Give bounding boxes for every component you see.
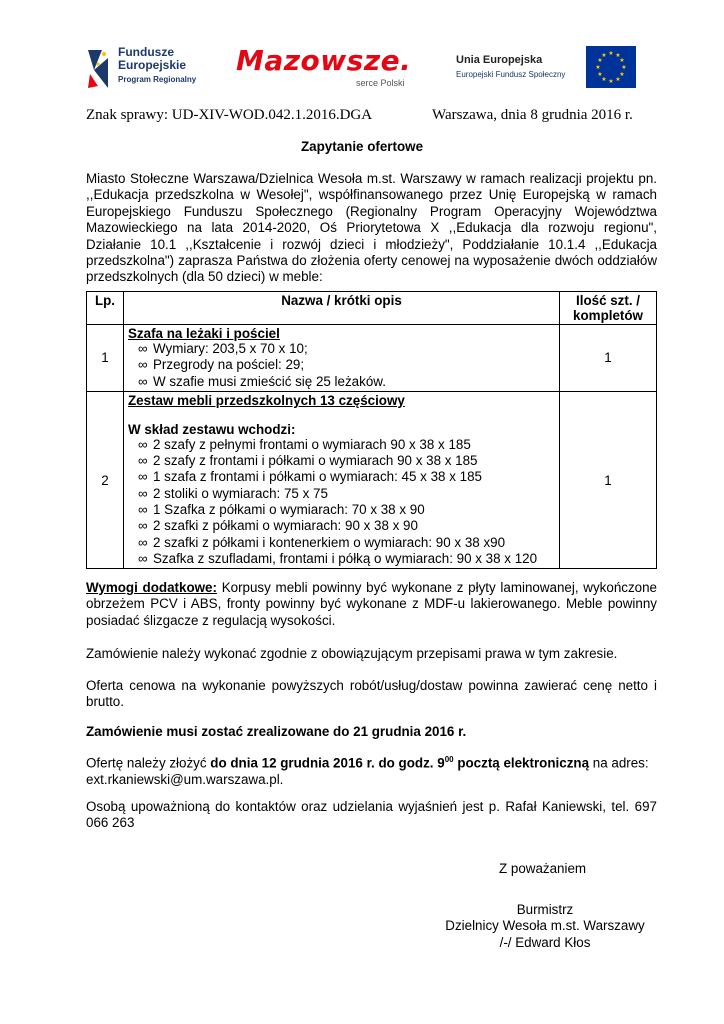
fe-line2: Europejskie xyxy=(118,58,187,72)
row2-qty: 1 xyxy=(560,391,657,568)
list-item: ∞ 1 Szafka z półkami o wymiarach: 70 x 38 x 90 xyxy=(138,502,425,518)
table-row xyxy=(87,325,657,392)
fe-flag-icon xyxy=(84,44,112,92)
infinity-bullet-icon: ∞ xyxy=(138,518,148,534)
svg-text:★: ★ xyxy=(608,78,614,85)
row1-qty: 1 xyxy=(560,325,657,392)
svg-text:★: ★ xyxy=(619,57,625,64)
row1-list xyxy=(128,341,555,390)
svg-text:★: ★ xyxy=(608,50,614,57)
infinity-bullet-icon: ∞ xyxy=(138,502,148,518)
document-title: Zapytanie ofertowe xyxy=(300,139,424,154)
col-qty: Ilość szt. / kompletów xyxy=(560,292,657,325)
table-row xyxy=(87,391,657,568)
case-number: Znak sprawy: UD-XIV-WOD.042.1.2016.DGA xyxy=(86,107,373,123)
svg-text:★: ★ xyxy=(601,52,607,59)
list-item: ∞ Przegrody na pościel: 29; xyxy=(138,357,305,373)
infinity-bullet-icon: ∞ xyxy=(138,373,148,389)
eu-flag-icon xyxy=(586,46,636,88)
svg-text:★: ★ xyxy=(601,76,607,83)
infinity-bullet-icon: ∞ xyxy=(138,550,148,566)
signature-role: Burmistrz xyxy=(516,902,574,917)
items-table xyxy=(86,291,657,569)
infinity-bullet-icon: ∞ xyxy=(138,436,148,452)
contact-paragraph: Osobą upoważnioną do kontaktów oraz udzielania wyjaśnień jest p. Rafał Kaniewski, tel. 697 066 263 xyxy=(86,799,657,831)
svg-text:★: ★ xyxy=(621,64,627,71)
row2-list xyxy=(128,437,555,567)
infinity-bullet-icon: ∞ xyxy=(138,453,148,469)
fe-sub: Program Regionalny xyxy=(118,75,197,84)
list-item: ∞ 2 szafki z półkami o wymiarach: 90 x 38 x 90 xyxy=(138,518,418,534)
list-item: ∞ Wymiary: 203,5 x 70 x 10; xyxy=(138,341,308,356)
fundusze-europejskie-logo xyxy=(84,42,234,94)
law-paragraph: Zamówienie należy wykonać zgodnie z obowiązującym przepisami prawa w tym zakresie. xyxy=(86,646,618,661)
table-header-row xyxy=(87,292,657,325)
col-lp: Lp. xyxy=(87,292,124,325)
email-address: ext.rkaniewski@um.warszawa.pl. xyxy=(86,771,284,787)
row1-lp: 1 xyxy=(87,325,124,392)
place-date: Warszawa, dnia 8 grudnia 2016 r. xyxy=(432,107,633,123)
mazowsze-logo xyxy=(236,44,436,94)
signature-block xyxy=(440,902,650,951)
svg-text:★: ★ xyxy=(597,71,603,78)
signature-name: /-/ Edward Kłos xyxy=(499,934,591,950)
ue-name: Unia Europejska xyxy=(456,54,543,66)
unia-europejska-logo xyxy=(456,46,636,92)
deadline-paragraph: Zamówienie musi zostać zrealizowane do 21 grudnia 2016 r. xyxy=(86,724,467,739)
svg-text:★: ★ xyxy=(615,76,621,83)
intro-paragraph: Miasto Stołeczne Warszawa/Dzielnica Wesoła m.st. Warszawy w ramach realizacji projektu pn. ,,Edukacja przedszkolna w Wesołej", współfinansowanego przez Unię Europejską w ramach Europejskiego Funduszu Społecznego (Regionalny Program Operacyjny Województwa Mazowieckiego na lata 2014-2020, Oś Priorytetowa X ,,Edukacja dla rozwoju regionu", Działanie 10.1 ,,Kształcenie i rozwój dzieci i młodzieży", Poddziałanie 10.1.4 ,,Edukacja przedszkolna") zaprasza Państwa do złożenia oferty cenowej na wyposażenie dwóch oddziałów przedszkolnych (dla 50 dzieci) w meble: xyxy=(86,171,657,285)
list-item: ∞ 2 szafy z pełnymi frontami o wymiarach 90 x 38 x 185 xyxy=(138,436,471,452)
row2-lp: 2 xyxy=(87,391,124,568)
svg-text:★: ★ xyxy=(615,52,621,59)
mazowsze-name: Mazowsze. xyxy=(236,44,412,77)
requirements-text: Korpusy mebli powinny być wykonane z płyty laminowanej, wykończone obrzeżem PCV i ABS, fronty powinny być wykonane z MDF-u lakierowanego. Meble powinny posiadać ślizgacze z regulacją wysokości. xyxy=(86,580,657,628)
svg-text:★: ★ xyxy=(595,64,601,71)
row1-title: Szafa na leżaki i pościel xyxy=(128,326,280,341)
list-item: ∞ 1 szafa z frontami i półkami o wymiarach: 45 x 38 x 185 xyxy=(138,469,482,485)
row2-desc xyxy=(124,391,560,568)
svg-text:★: ★ xyxy=(619,71,625,78)
list-item: ∞ 2 szafki z półkami i kontenerkiem o wymiarach: 90 x 38 x90 xyxy=(138,534,506,550)
list-item: ∞ 2 stoliki o wymiarach: 75 x 75 xyxy=(138,485,328,501)
infinity-bullet-icon: ∞ xyxy=(138,341,148,356)
ue-sub: Europejski Fundusz Społeczny xyxy=(456,70,566,79)
requirements-label: Wymogi dodatkowe: xyxy=(86,580,217,595)
closing: Z poważaniem xyxy=(499,861,587,876)
infinity-bullet-icon: ∞ xyxy=(138,534,148,550)
signature-office: Dzielnicy Wesoła m.st. Warszawy xyxy=(445,918,645,934)
infinity-bullet-icon: ∞ xyxy=(138,357,148,373)
row2-subtitle: W skład zestawu wchodzi: xyxy=(128,421,296,437)
row2-title: Zestaw mebli przedszkolnych 13 częściowy xyxy=(128,392,405,408)
submit-paragraph: Ofertę należy złożyć do dnia 12 grudnia 2016 r. do godz. $9^{00}$ pocztą elektroniczną na adres: ext.rkaniewski@um.warszawa.pl. xyxy=(86,755,649,787)
infinity-bullet-icon: ∞ xyxy=(138,485,148,501)
requirements-paragraph xyxy=(86,580,657,629)
col-name: Nazwa / krótki opis xyxy=(124,292,560,325)
list-item: ∞ Szafka z szufladami, frontami i półką o wymiarach: 90 x 38 x 120 xyxy=(138,550,538,566)
svg-text:★: ★ xyxy=(597,57,603,64)
infinity-bullet-icon: ∞ xyxy=(138,469,148,485)
row1-desc xyxy=(124,325,560,392)
fe-line1: Fundusze xyxy=(118,45,174,59)
list-item: ∞ W szafie musi zmieścić się 25 leżaków. xyxy=(138,373,386,389)
list-item: ∞ 2 szafy z frontami i półkami o wymiarach 90 x 38 x 185 xyxy=(138,453,478,469)
mazowsze-sub: serce Polski xyxy=(356,78,405,88)
price-paragraph: Oferta cenowa na wykonanie powyższych robót/usług/dostaw powinna zawierać cenę netto i brutto. xyxy=(86,678,657,710)
